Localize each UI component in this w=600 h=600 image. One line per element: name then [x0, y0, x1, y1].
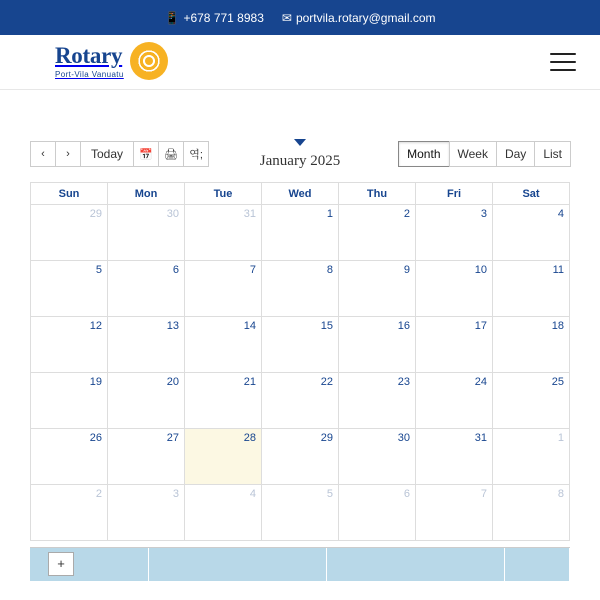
calendar-day-cell[interactable] — [493, 261, 570, 317]
calendar-week-row — [31, 429, 570, 485]
footer-segment — [505, 548, 570, 581]
day-number: 3 — [172, 488, 179, 500]
envelope-icon: ✉ — [281, 10, 292, 25]
calendar-day-cell[interactable] — [262, 261, 339, 317]
day-number: 12 — [89, 320, 102, 332]
day-number: 31 — [474, 432, 487, 444]
calendar-day-cell[interactable] — [339, 373, 416, 429]
calendar-day-cell[interactable] — [185, 261, 262, 317]
printer-icon[interactable]: 🖨 — [158, 141, 184, 167]
day-number: 8 — [326, 264, 333, 276]
calendar-week-row — [31, 317, 570, 373]
day-number: 14 — [243, 320, 256, 332]
day-number: 6 — [403, 488, 410, 500]
calendar-day-cell[interactable] — [493, 317, 570, 373]
calendar-footer-strip — [30, 547, 570, 581]
calendar-day-cell[interactable] — [493, 373, 570, 429]
day-number: 22 — [320, 376, 333, 388]
calendar-day-cell[interactable] — [339, 429, 416, 485]
day-number: 10 — [474, 264, 487, 276]
weekday-wed: Wed — [262, 183, 339, 205]
calendar-day-cell[interactable] — [262, 429, 339, 485]
day-number: 27 — [166, 432, 179, 444]
view-week-button[interactable]: Week — [449, 141, 497, 167]
hamburger-menu-icon[interactable] — [550, 53, 576, 71]
day-number: 17 — [474, 320, 487, 332]
calendar-day-cell[interactable] — [262, 205, 339, 261]
calendar-day-cell[interactable] — [31, 429, 108, 485]
view-list-button[interactable]: List — [534, 141, 571, 167]
calendar-view-switcher — [398, 141, 570, 167]
calendar-day-cell[interactable] — [108, 317, 185, 373]
day-number: 7 — [480, 488, 487, 500]
calendar-day-cell[interactable] — [339, 317, 416, 373]
today-button[interactable]: Today — [80, 141, 134, 167]
calendar-day-cell[interactable] — [185, 429, 262, 485]
calendar-day-cell[interactable] — [416, 373, 493, 429]
calendar-day-cell[interactable] — [339, 205, 416, 261]
weekday-mon: Mon — [108, 183, 185, 205]
brand-title: Rotary — [55, 43, 123, 68]
weekday-thu: Thu — [339, 183, 416, 205]
day-number: 11 — [552, 264, 564, 276]
top-contact-bar — [0, 0, 600, 35]
calendar-week-row — [31, 261, 570, 317]
day-number: 19 — [89, 376, 102, 388]
add-event-button[interactable]: + — [48, 552, 74, 576]
weekday-sat: Sat — [493, 183, 570, 205]
day-number: 15 — [320, 320, 333, 332]
day-number: 1 — [557, 432, 564, 444]
calendar-grid — [30, 182, 570, 541]
calendar-day-cell[interactable] — [108, 205, 185, 261]
email-address: portvila.rotary@gmail.com — [295, 10, 436, 25]
calendar-day-cell[interactable] — [339, 485, 416, 541]
day-number: 2 — [403, 208, 410, 220]
phone-number: +678 771 8983 — [183, 10, 264, 25]
day-number: 18 — [551, 320, 564, 332]
calendar-day-cell[interactable] — [185, 373, 262, 429]
view-month-button[interactable]: Month — [398, 141, 449, 167]
day-number: 2 — [95, 488, 102, 500]
day-number: 7 — [249, 264, 256, 276]
day-number: 8 — [557, 488, 564, 500]
footer-segment — [149, 548, 327, 581]
day-number: 1 — [326, 208, 333, 220]
day-number: 16 — [397, 320, 410, 332]
day-number: 25 — [551, 376, 564, 388]
calendar-icon[interactable]: 📅 — [133, 141, 159, 167]
calendar-day-cell[interactable] — [416, 261, 493, 317]
calendar-weekday-header — [31, 183, 570, 205]
calendar-day-cell[interactable] — [185, 485, 262, 541]
day-number: 20 — [166, 376, 179, 388]
calendar-day-cell[interactable] — [493, 429, 570, 485]
social-links — [0, 0, 600, 2]
brand-text — [55, 44, 124, 79]
expand-icon[interactable]: 역; — [183, 141, 209, 167]
calendar-day-cell[interactable] — [108, 261, 185, 317]
day-number: 4 — [249, 488, 256, 500]
footer-segment — [327, 548, 505, 581]
phone-icon: 📱 — [164, 10, 180, 25]
day-number: 30 — [166, 208, 179, 220]
day-number: 23 — [397, 376, 410, 388]
day-number: 13 — [166, 320, 179, 332]
calendar-day-cell[interactable] — [31, 205, 108, 261]
day-number: 31 — [243, 208, 256, 220]
day-number: 5 — [326, 488, 333, 500]
day-number: 28 — [243, 432, 256, 444]
calendar-toolbar — [30, 138, 570, 170]
calendar-week-row — [31, 373, 570, 429]
day-number: 4 — [557, 208, 564, 220]
calendar-day-cell[interactable] — [185, 205, 262, 261]
calendar-day-cell[interactable] — [493, 485, 570, 541]
rotary-wheel-icon — [130, 42, 168, 80]
calendar-day-cell[interactable] — [185, 317, 262, 373]
day-number: 5 — [95, 264, 102, 276]
calendar-day-cell[interactable] — [31, 261, 108, 317]
calendar-day-cell[interactable] — [108, 373, 185, 429]
facebook-icon[interactable] — [298, 0, 302, 2]
prev-month-button[interactable]: ‹ — [30, 141, 56, 167]
weekday-sun: Sun — [31, 183, 108, 205]
site-header — [0, 35, 600, 90]
calendar-container — [0, 90, 600, 581]
calendar-day-cell[interactable] — [108, 485, 185, 541]
calendar-day-cell[interactable] — [416, 429, 493, 485]
day-number: 29 — [320, 432, 333, 444]
calendar-week-row — [31, 485, 570, 541]
day-number: 9 — [403, 264, 410, 276]
brand-subtitle: Port-Vila Vanuatu — [55, 70, 124, 79]
day-number: 21 — [243, 376, 256, 388]
day-number: 26 — [89, 432, 102, 444]
calendar-day-cell[interactable] — [262, 485, 339, 541]
calendar-day-cell[interactable] — [416, 205, 493, 261]
calendar-nav-group — [30, 141, 208, 167]
calendar-day-cell[interactable] — [416, 485, 493, 541]
calendar-week-row — [31, 205, 570, 261]
next-month-button[interactable]: › — [55, 141, 81, 167]
view-day-button[interactable]: Day — [496, 141, 535, 167]
day-number: 6 — [172, 264, 179, 276]
day-number: 3 — [480, 208, 487, 220]
calendar-day-cell[interactable] — [31, 373, 108, 429]
calendar-body — [31, 205, 570, 541]
day-number: 29 — [89, 208, 102, 220]
phone-link[interactable] — [165, 11, 264, 25]
calendar-day-cell[interactable] — [108, 429, 185, 485]
calendar-day-cell[interactable] — [31, 485, 108, 541]
calendar-day-cell[interactable] — [339, 261, 416, 317]
calendar-day-cell[interactable] — [262, 317, 339, 373]
weekday-fri: Fri — [416, 183, 493, 205]
footer-segment — [30, 548, 149, 581]
calendar-title: January 2025 — [259, 152, 341, 169]
calendar-day-cell[interactable] — [416, 317, 493, 373]
weekday-tue: Tue — [185, 183, 262, 205]
site-logo[interactable] — [55, 44, 168, 80]
calendar-day-cell[interactable] — [262, 373, 339, 429]
day-number: 24 — [474, 376, 487, 388]
day-number: 30 — [397, 432, 410, 444]
email-link[interactable] — [282, 11, 436, 25]
calendar-day-cell[interactable] — [31, 317, 108, 373]
calendar-day-cell[interactable] — [493, 205, 570, 261]
chevron-down-icon — [294, 139, 306, 146]
